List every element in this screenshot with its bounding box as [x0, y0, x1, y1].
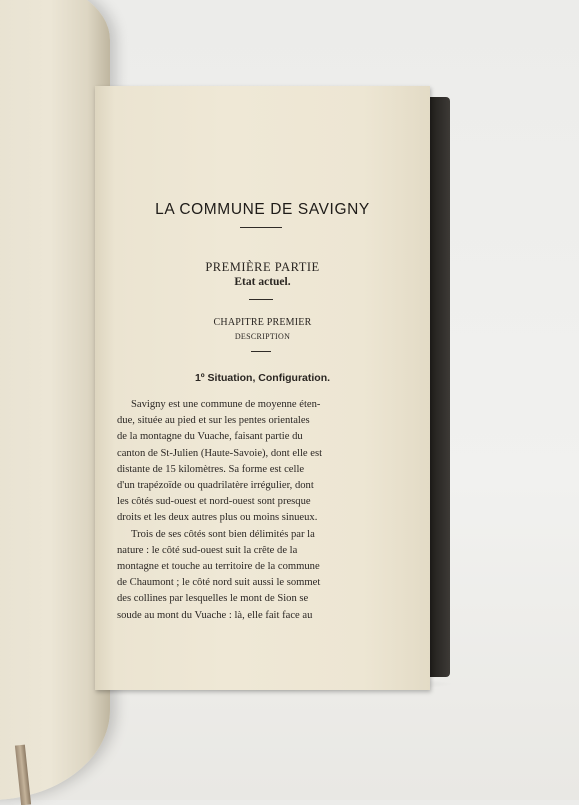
part-rule [249, 299, 273, 300]
body-paragraphs [117, 397, 408, 624]
body-line: de la montagne du Vuache, faisant partie du [117, 431, 303, 443]
part-subtitle: Etat actuel. [234, 276, 291, 288]
body-line: montagne et touche au territoire de la commune [117, 561, 320, 573]
body-line: de Chaumont ; le côté nord suit aussi le sommet [117, 577, 321, 589]
body-line: soude au mont du Vuache : là, elle fait face au [117, 609, 313, 621]
body-line: distante de 15 kilomètres. Sa forme est celle [117, 463, 305, 475]
section-heading: 1º Situation, Configuration. [194, 372, 331, 384]
body-line: canton de St-Julien (Haute-Savoie), dont elle est [117, 447, 323, 459]
chapter-rule [251, 351, 271, 352]
left-page [0, 0, 110, 800]
title-rule [240, 227, 282, 228]
body-line: nature : le côté sud-ouest suit la crête de la [117, 544, 298, 556]
body-line: droits et les deux autres plus ou moins sinueux. [117, 512, 318, 524]
body-line: due, située au pied et sur les pentes orientales [117, 415, 310, 427]
page-title: LA COMMUNE DE SAVIGNY [155, 201, 370, 218]
chapter-subtitle: DESCRIPTION [234, 332, 291, 341]
body-line: des collines par lesquelles le mont de Sion se [117, 593, 309, 605]
book-page [95, 86, 430, 690]
body-line: les côtés sud-ouest et nord-ouest sont presque [117, 496, 311, 508]
body-line: Savigny est une commune de moyenne éten- [131, 399, 321, 410]
body-line: Trois de ses côtés sont bien délimités par la [131, 528, 315, 540]
body-line: d'un trapézoïde ou quadrilatère irrégulier, dont [117, 480, 314, 492]
chapter-label: CHAPITRE PREMIER [213, 317, 312, 328]
part-label: PREMIÈRE PARTIE [205, 260, 320, 274]
